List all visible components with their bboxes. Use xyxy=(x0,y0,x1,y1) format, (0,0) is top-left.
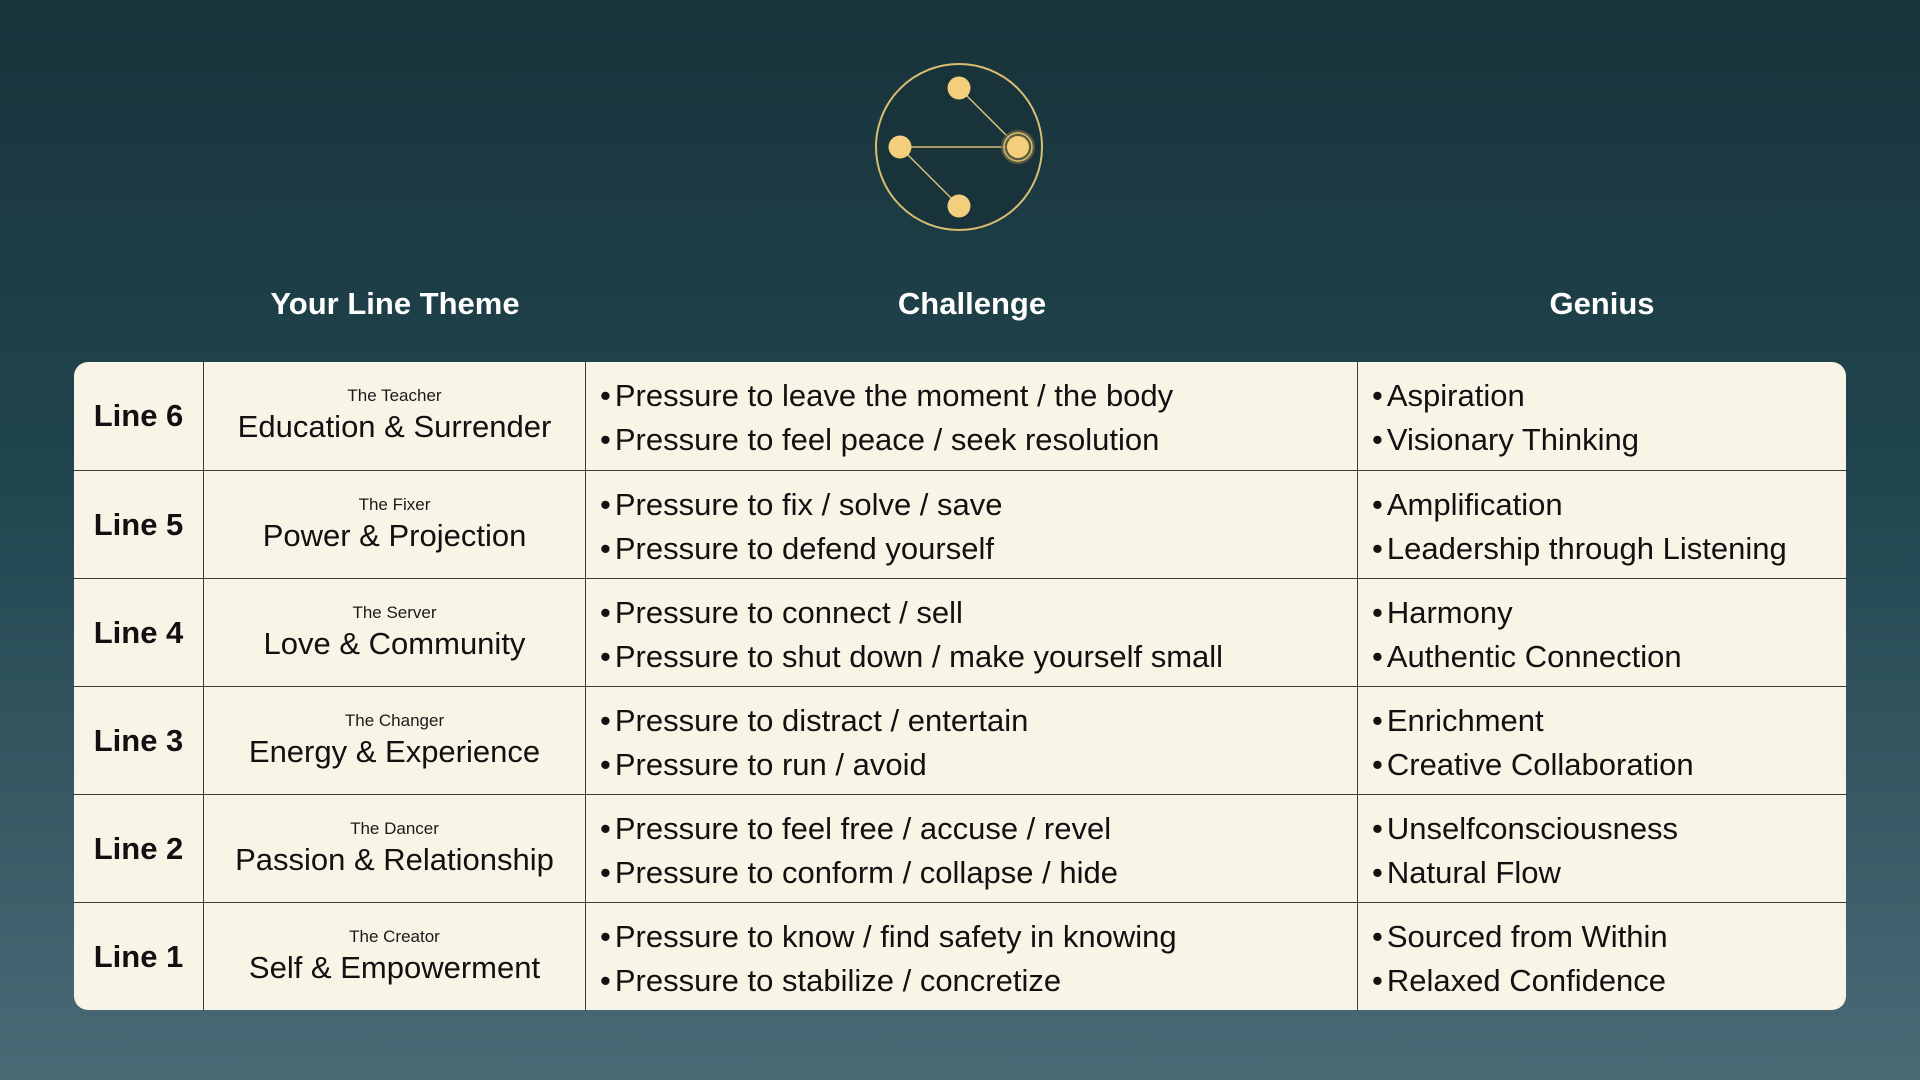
theme-cell xyxy=(204,362,586,471)
table-row xyxy=(74,578,1846,687)
theme-label: Power & Projection xyxy=(262,517,527,553)
role-label: The Teacher xyxy=(347,386,442,406)
challenge-list xyxy=(600,591,1223,679)
challenge-cell xyxy=(586,795,1358,903)
genius-item: • Enrichment xyxy=(1372,699,1694,743)
line-cell xyxy=(74,362,204,471)
genius-item: • Sourced from Within xyxy=(1372,915,1668,959)
role-label: The Creator xyxy=(349,926,440,946)
table-row xyxy=(74,902,1846,1010)
challenge-item: • Pressure to feel free / accuse / revel xyxy=(600,807,1118,851)
challenge-list xyxy=(600,374,1173,462)
line-theme-table xyxy=(74,362,1846,1010)
challenge-cell xyxy=(586,579,1358,687)
genius-item: • Creative Collaboration xyxy=(1372,743,1694,787)
header-challenge: Challenge xyxy=(897,286,1047,321)
genius-list xyxy=(1372,374,1639,462)
table-row xyxy=(74,470,1846,579)
genius-item: • Relaxed Confidence xyxy=(1372,959,1668,1003)
theme-cell xyxy=(204,687,586,795)
role-label: The Fixer xyxy=(358,494,431,514)
challenge-cell xyxy=(586,687,1358,795)
theme-cell xyxy=(204,471,586,579)
genius-cell xyxy=(1358,903,1846,1010)
challenge-item: • Pressure to know / find safety in knowing xyxy=(600,915,1177,959)
theme-cell xyxy=(204,795,586,903)
role-label: The Dancer xyxy=(350,818,439,838)
genius-item: • Visionary Thinking xyxy=(1372,418,1639,462)
challenge-cell xyxy=(586,362,1358,471)
challenge-list xyxy=(600,699,1028,787)
genius-cell xyxy=(1358,579,1846,687)
line-label: Line 5 xyxy=(93,506,184,542)
genius-cell xyxy=(1358,687,1846,795)
genius-list xyxy=(1372,591,1682,679)
genius-cell xyxy=(1358,471,1846,579)
line-label: Line 6 xyxy=(93,398,184,434)
challenge-item: • Pressure to run / avoid xyxy=(600,743,1028,787)
genius-item: • Amplification xyxy=(1372,483,1787,527)
line-cell xyxy=(74,795,204,903)
theme-label: Love & Community xyxy=(263,625,526,661)
line-label: Line 1 xyxy=(93,938,184,974)
challenge-cell xyxy=(586,903,1358,1010)
genius-list xyxy=(1372,483,1787,571)
line-cell xyxy=(74,579,204,687)
theme-cell xyxy=(204,579,586,687)
challenge-item: • Pressure to shut down / make yourself small xyxy=(600,635,1223,679)
table-row xyxy=(74,686,1846,795)
theme-label: Education & Surrender xyxy=(237,409,552,445)
genius-list xyxy=(1372,915,1668,1003)
header-genius: Genius xyxy=(1549,286,1655,321)
genius-item: • Natural Flow xyxy=(1372,851,1678,895)
genius-item: • Aspiration xyxy=(1372,374,1639,418)
challenge-item: • Pressure to connect / sell xyxy=(600,591,1223,635)
line-cell xyxy=(74,687,204,795)
challenge-list xyxy=(600,807,1118,895)
challenge-item: • Pressure to defend yourself xyxy=(600,527,1003,571)
genius-list xyxy=(1372,807,1678,895)
genius-item: • Unselfconsciousness xyxy=(1372,807,1678,851)
genius-item: • Harmony xyxy=(1372,591,1682,635)
column-headers xyxy=(0,286,1920,336)
challenge-item: • Pressure to distract / entertain xyxy=(600,699,1028,743)
line-cell xyxy=(74,471,204,579)
theme-label: Passion & Relationship xyxy=(235,841,554,877)
network-nodes-icon xyxy=(873,61,1045,233)
challenge-item: • Pressure to fix / solve / save xyxy=(600,483,1003,527)
challenge-item: • Pressure to conform / collapse / hide xyxy=(600,851,1118,895)
line-label: Line 3 xyxy=(93,722,184,758)
line-label: Line 4 xyxy=(93,614,184,650)
table-row xyxy=(74,794,1846,903)
header-line-theme: Your Line Theme xyxy=(270,286,520,321)
genius-item: • Leadership through Listening xyxy=(1372,527,1787,571)
line-label: Line 2 xyxy=(93,830,184,866)
genius-item: • Authentic Connection xyxy=(1372,635,1682,679)
challenge-cell xyxy=(586,471,1358,579)
challenge-item: • Pressure to feel peace / seek resolution xyxy=(600,418,1173,462)
line-cell xyxy=(74,903,204,1010)
challenge-list xyxy=(600,915,1177,1003)
challenge-item: • Pressure to leave the moment / the body xyxy=(600,374,1173,418)
challenge-item: • Pressure to stabilize / concretize xyxy=(600,959,1177,1003)
role-label: The Server xyxy=(352,602,437,622)
challenge-list xyxy=(600,483,1003,571)
role-label: The Changer xyxy=(344,710,445,730)
theme-label: Energy & Experience xyxy=(248,733,541,769)
table-row xyxy=(74,362,1846,471)
genius-cell xyxy=(1358,362,1846,471)
theme-label: Self & Empowerment xyxy=(248,949,541,985)
theme-cell xyxy=(204,903,586,1010)
genius-list xyxy=(1372,699,1694,787)
genius-cell xyxy=(1358,795,1846,903)
